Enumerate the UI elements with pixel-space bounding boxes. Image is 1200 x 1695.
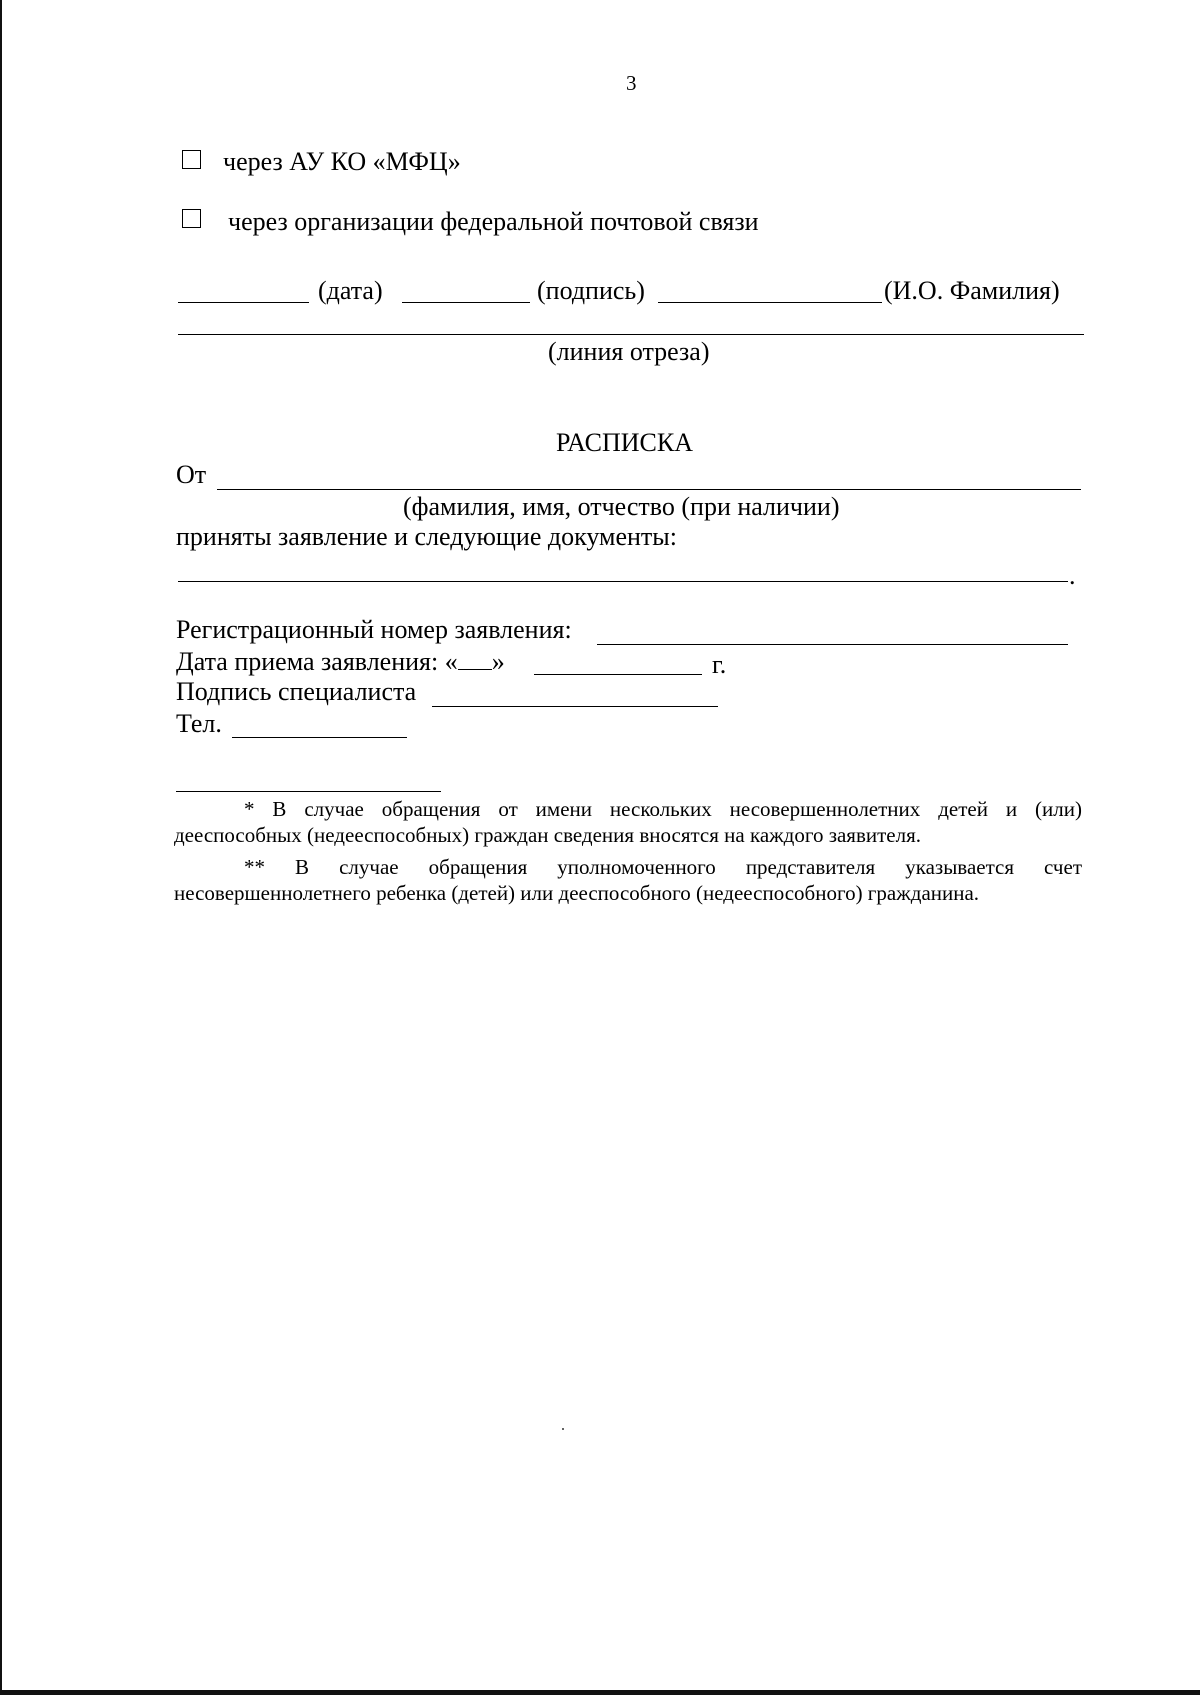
month-blank-line [534,674,702,675]
date-received-label [176,647,505,677]
accepted-documents-text: приняты заявление и следующие документы: [176,522,677,551]
scan-bottom-edge [0,1690,1200,1695]
documents-blank-line [178,581,1068,582]
cut-line-caption: (линия отреза) [548,337,710,366]
phone-blank-line [232,737,407,738]
specialist-signature-label: Подпись специалиста [176,677,417,706]
signature-blank-line [402,302,530,303]
cut-line [178,334,1084,335]
day-blank [458,647,492,670]
footnote-2-text: ** В случае обращения уполномоченного представителя указывается счет несовершеннолетнего ребенка (детей) или дееспособного (недееспособного) гражданина. [174,855,1082,905]
phone-label: Тел. [176,709,222,738]
from-blank-line [217,489,1081,490]
option-mfc-label: через АУ КО «МФЦ» [223,147,461,176]
from-caption: (фамилия, имя, отчество (при наличии) [403,492,840,521]
specialist-signature-blank-line [432,706,718,707]
checkbox-post[interactable] [182,209,201,228]
date-received-mid: » [491,647,505,676]
scan-speck [562,1428,564,1430]
year-suffix: г. [712,650,727,679]
name-caption: (И.О. Фамилия) [884,276,1060,305]
date-received-prefix: Дата приема заявления: « [176,647,458,676]
from-label: От [176,460,207,489]
date-caption: (дата) [318,276,383,305]
signature-caption: (подпись) [537,276,645,305]
page-number: 3 [626,71,637,95]
reg-number-blank-line [597,644,1068,645]
footnote-1-text: * В случае обращения от имени нескольких несовершеннолетних детей и (или) дееспособных (недееспособных) граждан сведения вносятся на каждого заявителя. [174,797,1082,847]
name-blank-line [658,302,882,303]
footnote-separator [176,791,441,792]
checkbox-mfc[interactable] [182,150,201,169]
receipt-title: РАСПИСКА [556,428,693,457]
footnote-2 [174,854,1082,906]
reg-number-label: Регистрационный номер заявления: [176,615,572,644]
date-blank-line [178,302,309,303]
footnote-1 [174,796,1082,848]
documents-end-period: . [1069,561,1076,590]
scan-left-edge [0,0,2,1695]
option-post-label: через организации федеральной почтовой связи [228,207,759,236]
